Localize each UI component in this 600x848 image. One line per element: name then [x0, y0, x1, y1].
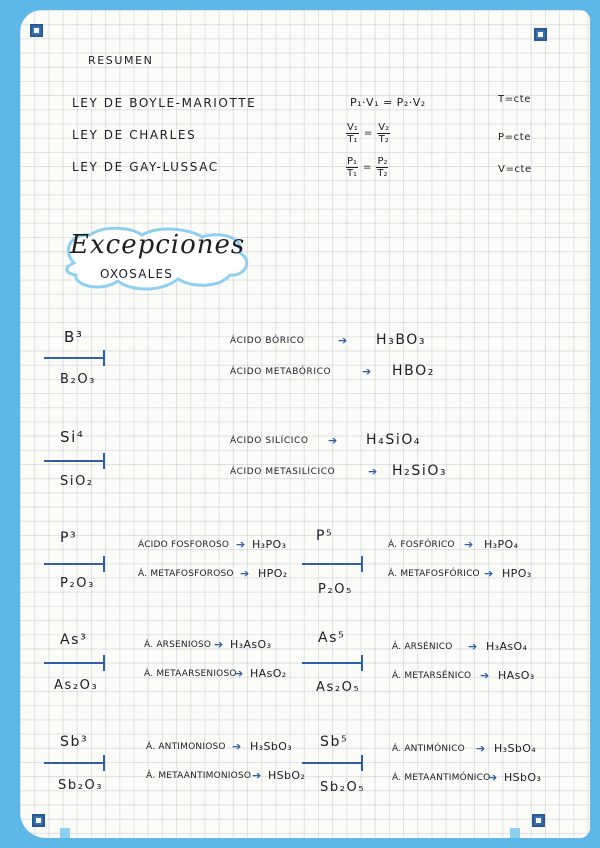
oxide-phosphorus-5: P₂O₅: [318, 582, 353, 597]
corner-marker-top-left: [30, 24, 43, 37]
equals-sign: =: [363, 162, 372, 173]
section-subtitle: OXOSALES: [100, 267, 174, 281]
charles-den1: T₁: [347, 134, 358, 145]
oxide-silicon: SiO₂: [60, 474, 94, 489]
acid-formula: H₃PO₄: [484, 538, 519, 551]
acid-name: Á. METAFOSFÓRICO: [388, 569, 480, 579]
acid-formula: H₄SiO₄: [366, 432, 422, 448]
element-phosphorus-3: P³: [60, 530, 78, 546]
acid-formula: HSbO₃: [504, 771, 542, 784]
acid-name: Á. METAANTIMONIOSO: [146, 771, 252, 781]
element-antimony-3: Sb³: [60, 734, 89, 750]
gay-lussac-den2: T₂: [377, 168, 388, 179]
arrow-icon: ➔: [328, 434, 339, 447]
acid-name: Á. METAANTIMÓNICO: [392, 773, 491, 783]
arrow-icon: ➔: [368, 465, 379, 478]
arrow-icon: ➔: [484, 567, 495, 580]
corner-marker-bottom-left: [32, 814, 45, 827]
law-formula-charles: [346, 122, 390, 145]
arrow-icon: ➔: [234, 667, 245, 680]
acid-formula: HAsO₂: [250, 667, 287, 680]
corner-marker-bottom-right: [532, 814, 545, 827]
gay-lussac-num1: P₁: [347, 156, 358, 167]
acid-formula: H₃PO₃: [252, 538, 287, 551]
oxide-arsenic-3: As₂O₃: [54, 678, 99, 693]
arrow-icon: ➔: [480, 669, 491, 682]
element-arsenic-3: As³: [60, 632, 88, 648]
acid-name: Á. METARSÉNICO: [392, 671, 472, 681]
separator-bar: [44, 762, 104, 764]
law-formula-boyle: P₁·V₁ = P₂·V₂: [350, 96, 426, 109]
arrow-icon: ➔: [476, 742, 487, 755]
section-title: Excepciones: [70, 230, 246, 260]
arrow-icon: ➔: [232, 740, 243, 753]
acid-name: Á. ANTIMONIOSO: [146, 742, 226, 752]
law-name-charles: LEY DE CHARLES: [72, 128, 197, 142]
acid-formula: H₃SbO₄: [494, 742, 537, 755]
acid-formula: HAsO₃: [498, 669, 535, 682]
law-formula-gay-lussac: [346, 156, 388, 179]
acid-name: Á. FOSFÓRICO: [388, 540, 455, 550]
acid-name: ÁCIDO METABÓRICO: [230, 367, 332, 377]
acid-name: ÁCIDO FOSFOROSO: [138, 540, 230, 550]
acid-name: Á. ANTIMÓNICO: [392, 744, 465, 754]
acid-formula: H₃BO₃: [376, 332, 427, 348]
notebook-page: [20, 10, 590, 838]
element-silicon: Si⁴: [60, 428, 85, 446]
element-antimony-5: Sb⁵: [320, 734, 349, 750]
charles-num1: V₁: [347, 122, 358, 133]
acid-name: Á. METAFOSFOROSO: [138, 569, 234, 579]
oxide-arsenic-5: As₂O₅: [316, 680, 361, 695]
element-arsenic-5: As⁵: [318, 630, 346, 646]
arrow-icon: ➔: [240, 567, 251, 580]
acid-formula: H₃AsO₄: [486, 640, 528, 653]
acid-formula: H₂SiO₃: [392, 463, 448, 479]
corner-marker-top-right: [534, 28, 547, 41]
arrow-icon: ➔: [488, 771, 499, 784]
separator-bar: [44, 563, 104, 565]
law-condition-gay-lussac: V=cte: [498, 164, 532, 175]
acid-formula: HSbO₂: [268, 769, 306, 782]
oxide-antimony-3: Sb₂O₃: [58, 778, 104, 793]
corner-square-bottom-right: [510, 828, 520, 838]
oxide-antimony-5: Sb₂O₅: [320, 780, 366, 795]
acid-name: Á. ARSENIOSO: [144, 640, 212, 650]
arrow-icon: ➔: [362, 365, 373, 378]
law-name-boyle: LEY DE BOYLE-MARIOTTE: [72, 96, 257, 110]
acid-formula: H₃SbO₃: [250, 740, 293, 753]
acid-formula: H₃AsO₃: [230, 638, 272, 651]
separator-bar: [302, 762, 362, 764]
acid-formula: HBO₂: [392, 363, 435, 379]
separator-bar: [44, 460, 104, 462]
equals-sign: =: [363, 128, 373, 139]
oxide-boron: B₂O₃: [60, 372, 96, 387]
law-condition-boyle: T=cte: [498, 94, 532, 105]
resumen-heading: RESUMEN: [88, 54, 154, 67]
acid-name: ÁCIDO BÓRICO: [230, 336, 305, 346]
acid-name: Á. ARSÉNICO: [392, 642, 453, 652]
acid-formula: HPO₃: [502, 567, 532, 580]
acid-formula: HPO₂: [258, 567, 288, 580]
gay-lussac-den1: T₁: [346, 168, 358, 179]
arrow-icon: ➔: [468, 640, 479, 653]
element-phosphorus-5: P⁵: [316, 528, 334, 544]
separator-bar: [44, 357, 104, 359]
charles-den2: T₂: [378, 134, 389, 145]
separator-bar: [302, 563, 362, 565]
law-condition-charles: P=cte: [498, 132, 531, 143]
acid-name: Á. METAARSENIOSO: [144, 669, 237, 679]
corner-square-bottom-left: [60, 828, 70, 838]
arrow-icon: ➔: [252, 769, 263, 782]
arrow-icon: ➔: [464, 538, 475, 551]
arrow-icon: ➔: [338, 334, 349, 347]
acid-name: ÁCIDO SILÍCICO: [230, 436, 309, 446]
acid-name: ÁCIDO METASILÍCICO: [230, 467, 336, 477]
charles-num2: V₂: [378, 122, 390, 133]
separator-bar: [44, 662, 104, 664]
separator-bar: [302, 662, 362, 664]
oxide-phosphorus-3: P₂O₃: [60, 576, 95, 591]
element-boron: B³: [64, 328, 84, 346]
gay-lussac-num2: P₂: [377, 156, 388, 167]
law-name-gay-lussac: LEY DE GAY-LUSSAC: [72, 160, 219, 174]
arrow-icon: ➔: [236, 538, 247, 551]
arrow-icon: ➔: [214, 638, 225, 651]
